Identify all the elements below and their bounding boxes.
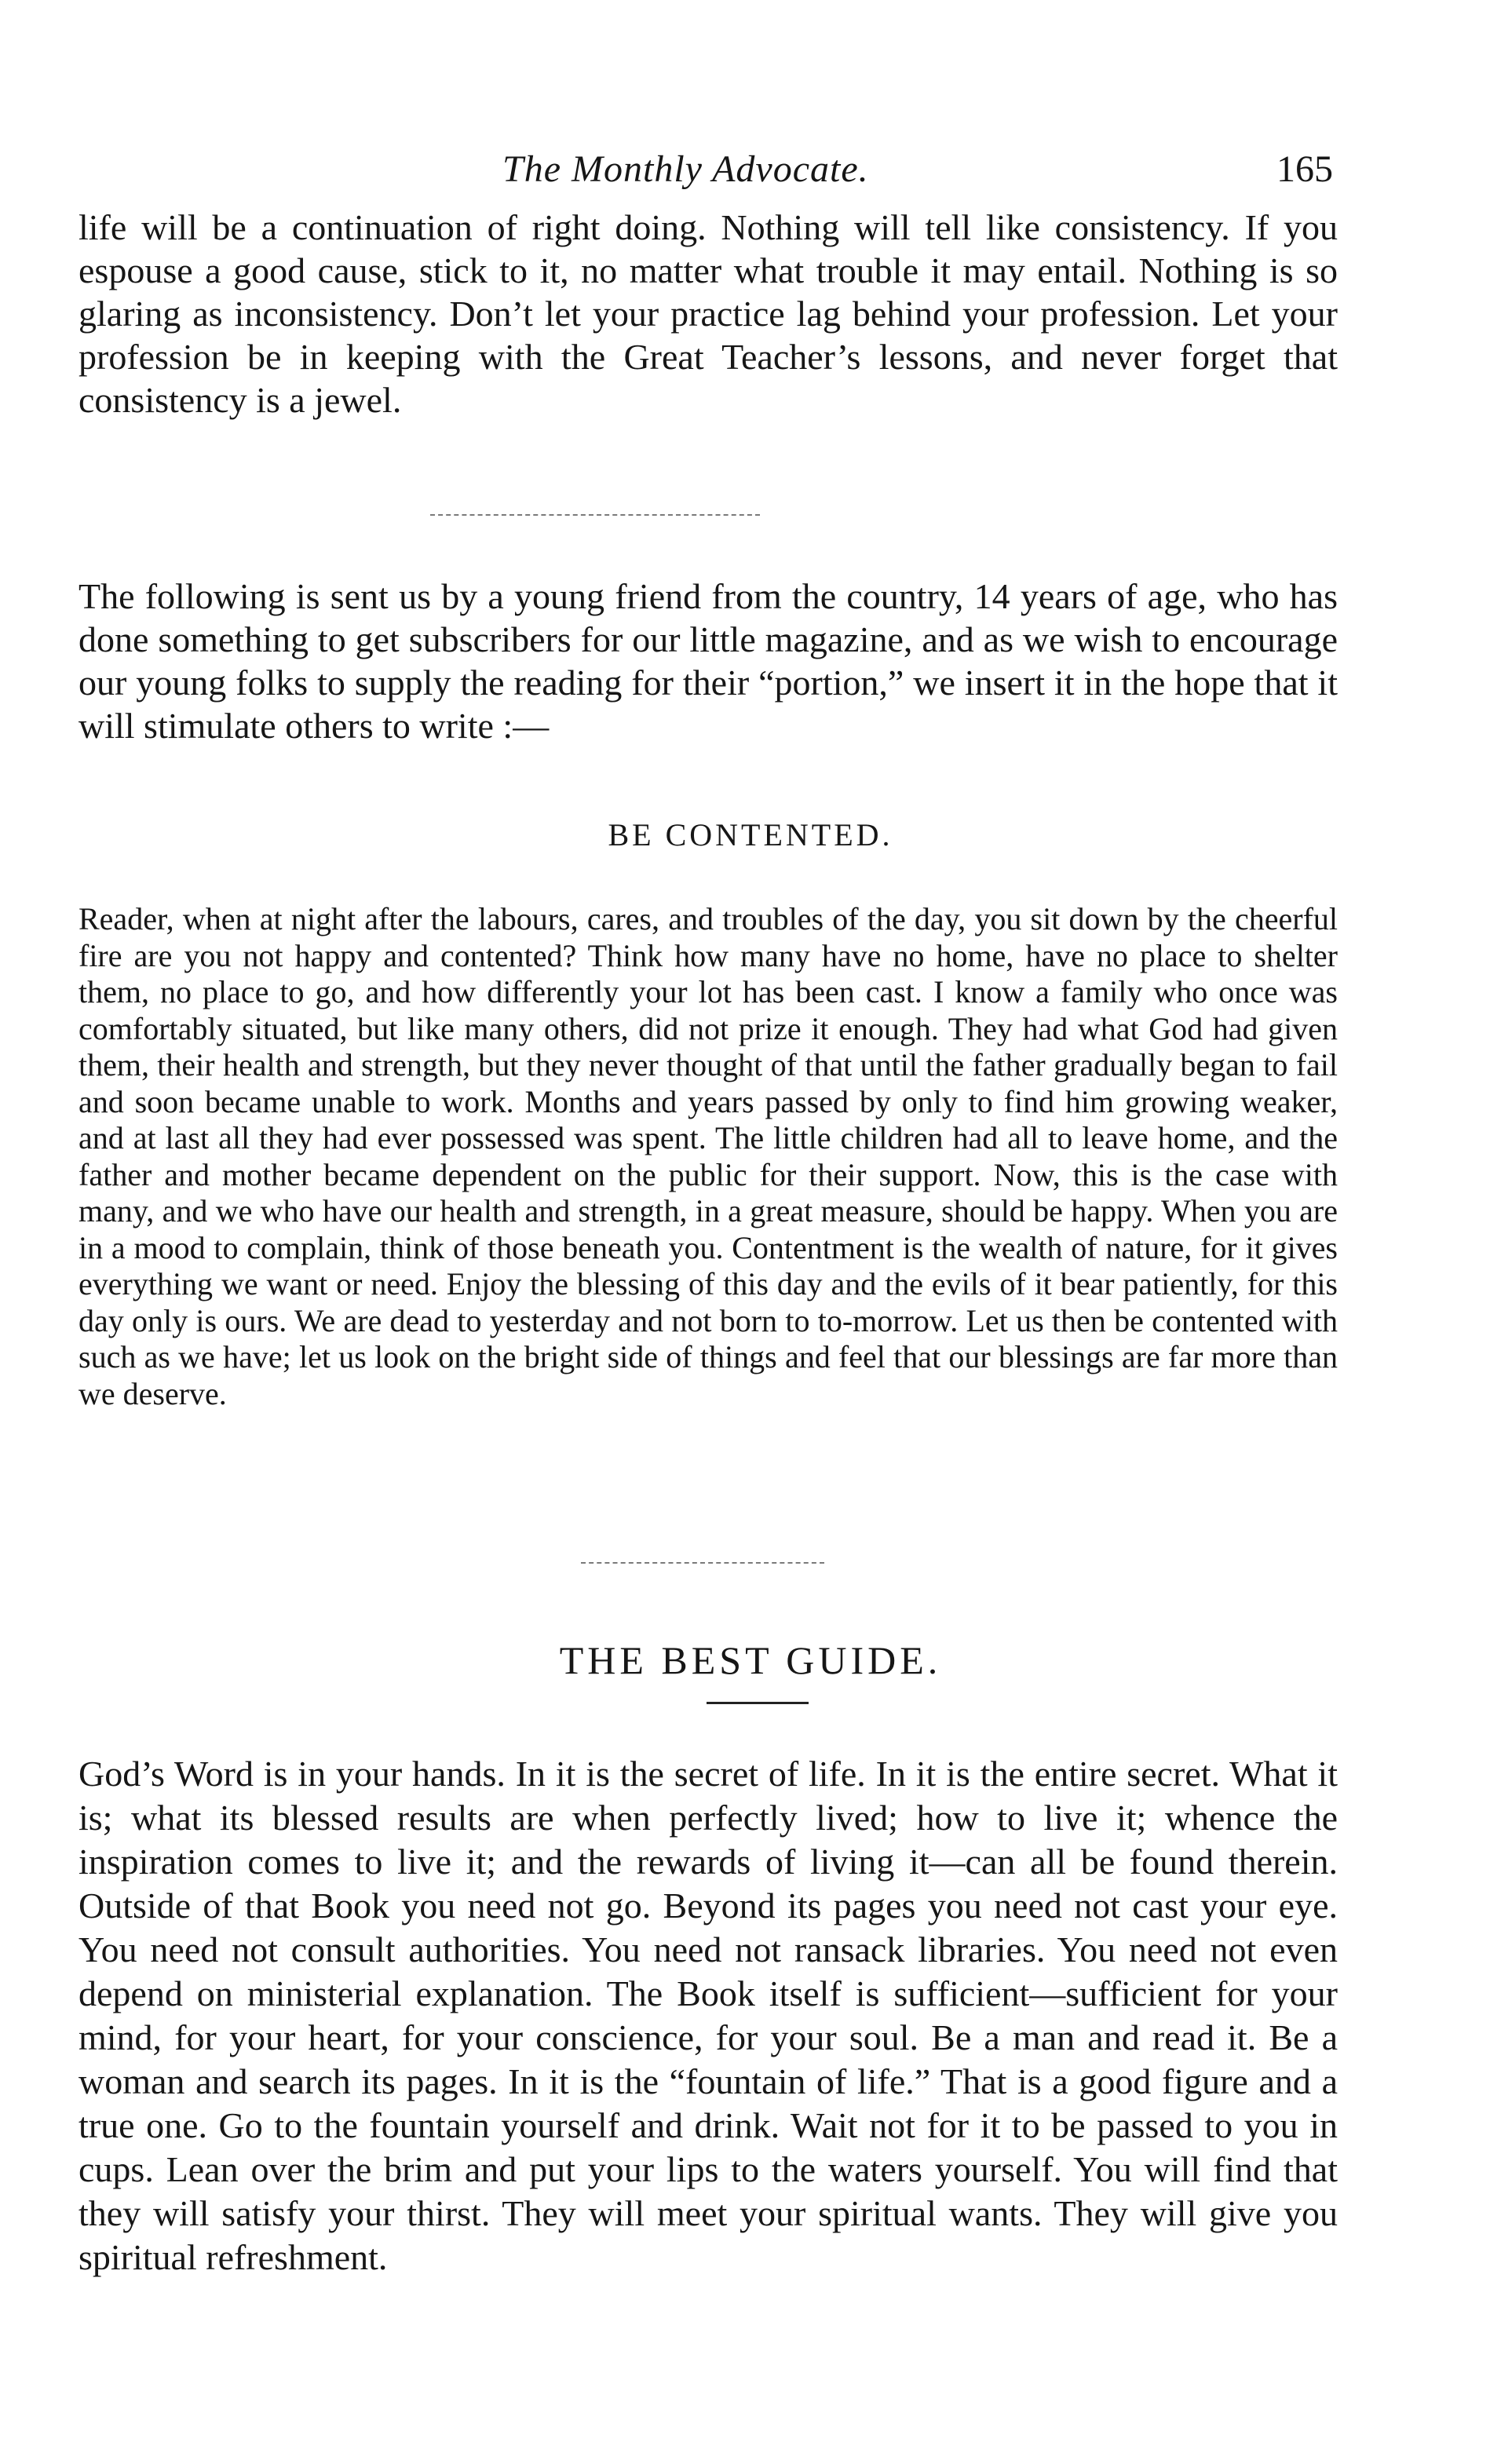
best-guide-body: God’s Word is in your hands. In it is the secret of life. In it is the entire secret. What it is; what its blessed results are when perfectly lived; how to live it; whence the inspiration comes to live it; and the rewards of living it—can all be found therein. Outside of that Book you need not go. Beyond its pages you need not cast your eye. You need not consult authorities. You need not ransack libraries. You need not even depend on ministerial explanation. The Book itself is sufficient—sufficient for your mind, for your heart, for your conscience, for your soul. Be a man and read it. Be a woman and search its pages. In it is the “fountain of life.” That is a good figure and a true one. Go to the fountain yourself and drink. Wait not for it to be passed to you in cups. Lean over the brim and put your lips to the waters yourself. You will find that they will satisfy your thirst. They will meet your spiritual wants. They will give you spiritual refreshment. bbox=[79, 1754, 1338, 2277]
heading-underline bbox=[707, 1702, 809, 1704]
section-divider bbox=[581, 1562, 824, 1564]
journal-title: The Monthly Advocate. bbox=[502, 148, 869, 190]
intro-paragraph: life will be a continuation of right doing. Nothing will tell like consistency. If you espouse a good cause, stick to it, no matter what trouble it may entail. Nothing is so glaring as inconsistency. Don’t let your practice lag behind your profession. Let your profession be in keeping with the Great Teacher’s lessons, and never forget that consistency is a jewel. bbox=[79, 207, 1338, 420]
intro-section bbox=[79, 206, 1338, 422]
running-header bbox=[0, 148, 1501, 195]
best-guide-heading: THE BEST GUIDE. bbox=[559, 1638, 942, 1682]
editor-note-section bbox=[79, 575, 1338, 747]
best-guide-section bbox=[79, 1752, 1338, 2280]
page-number: 165 bbox=[1276, 148, 1333, 190]
be-contented-body: Reader, when at night after the labours, cares, and troubles of the day, you sit down by the cheerful fire are you not happy and contented? Think how many have no home, have no place to shelter them, no place to go, and how differently your lot has been cast. I know a family who once was comfortably situated, but like many others, did not prize it enough. They had what God had given them, their health and strength, but they never thought of that until the father gradually began to fail and soon became unable to work. Months and years passed by only to find him growing weaker, and at last all they had ever possessed was spent. The little children had all to leave home, and the father and mother became dependent on the public for their support. Now, this is the case with many, and we who have our health and strength, in a great measure, should be happy. When you are in a mood to complain, think of those beneath you. Contentment is the wealth of nature, for it gives everything we want or need. Enjoy the blessing of this day and the evils of it bear patiently, for this day only is ours. We are dead to yesterday and not born to to-morrow. Let us then be contented with such as we have; let us look on the bright side of things and feel that our blessings are far more than we deserve. bbox=[79, 901, 1338, 1411]
editor-note-paragraph: The following is sent us by a young friend from the country, 14 years of age, who has done something to get subscribers for our little magazine, and as we wish to encourage our young folks to supply the reading for their “portion,” we insert it in the hope that it will stimulate others to write :— bbox=[79, 576, 1338, 746]
be-contented-heading: BE CONTENTED. bbox=[608, 817, 893, 852]
be-contented-section bbox=[79, 901, 1338, 1412]
section-divider bbox=[430, 514, 760, 516]
